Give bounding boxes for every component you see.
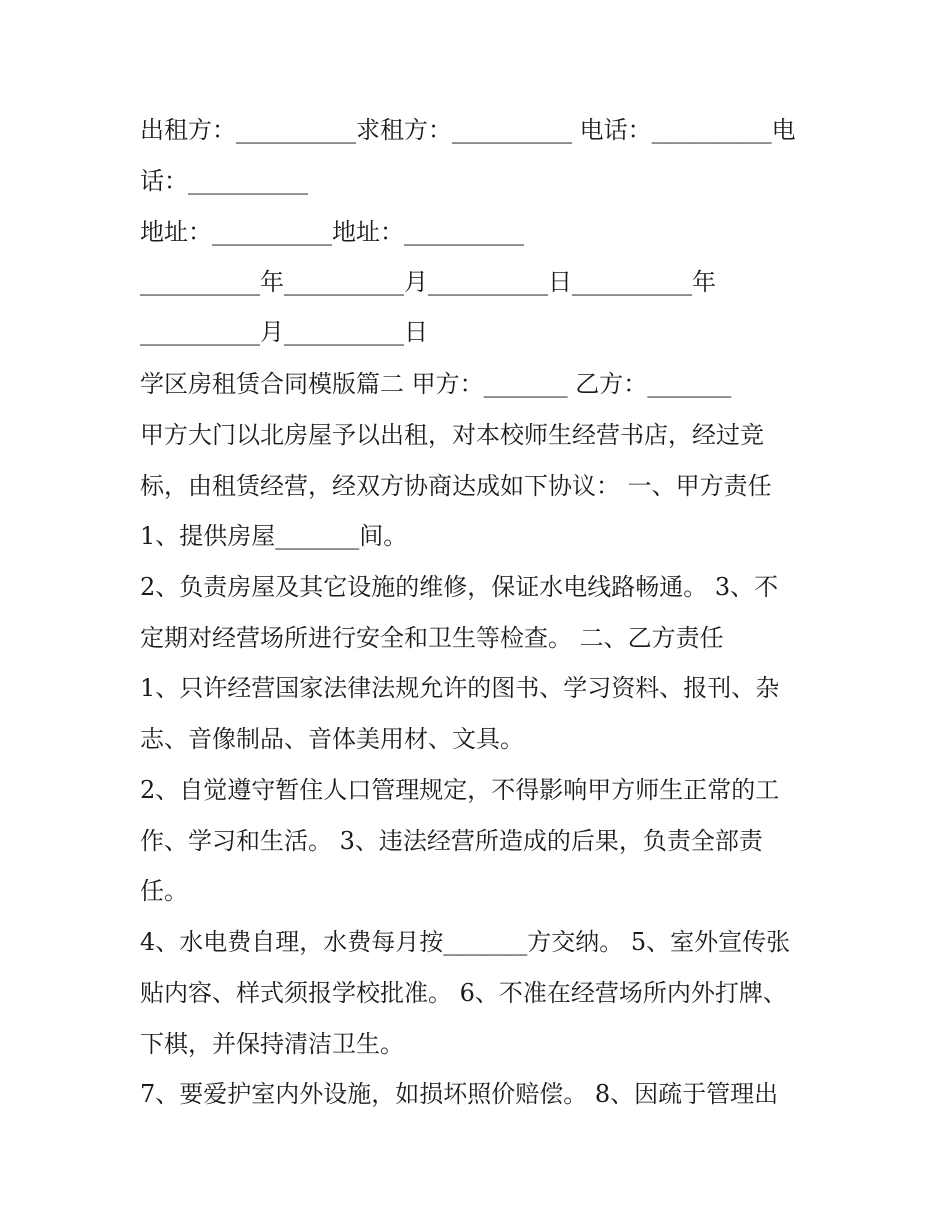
text-line: 作、学习和生活。 3、违法经营所造成的后果，负责全部责 (140, 827, 763, 855)
text-line: 7、要爱护室内外设施，如损坏照价赔偿。 8、因疏于管理出 (140, 1080, 779, 1108)
text-line: 地址：__________地址：__________ (140, 218, 524, 246)
text-line: 话：__________ (140, 167, 308, 195)
text-line: 甲方大门以北房屋予以出租，对本校师生经营书店，经过竞 (140, 421, 764, 449)
text-line: 学区房租赁合同模版篇二 甲方：_______ 乙方：_______ (140, 370, 732, 398)
text-line: 1、提供房屋_______间。 (140, 522, 408, 550)
text-line: 标，由租赁经营，经双方协商达成如下协议： 一、甲方责任 (140, 472, 772, 500)
text-line: 任。 (140, 877, 188, 905)
text-line: 2、自觉遵守暂住人口管理规定，不得影响甲方师生正常的工 (140, 776, 780, 804)
text-line: 志、音像制品、音体美用材、文具。 (140, 725, 524, 753)
text-line: __________月__________日 (140, 318, 428, 346)
text-line: 出租方：__________求租方：__________ 电话：__________电 (140, 116, 796, 144)
text-line: 1、只许经营国家法律法规允许的图书、学习资料、报刊、杂 (140, 674, 780, 702)
text-line: 2、负责房屋及其它设施的维修，保证水电线路畅通。 3、不 (140, 573, 779, 601)
text-line: 下棋，并保持清洁卫生。 (140, 1030, 404, 1058)
text-line: 定期对经营场所进行安全和卫生等检查。 二、乙方责任 (140, 624, 724, 652)
text-line: 4、水电费自理，水费每月按_______方交纳。 5、室外宣传张 (140, 928, 791, 956)
text-line: __________年__________月__________日__________年 (140, 268, 716, 296)
text-line: 贴内容、样式须报学校批准。 6、不准在经营场所内外打牌、 (140, 979, 787, 1007)
